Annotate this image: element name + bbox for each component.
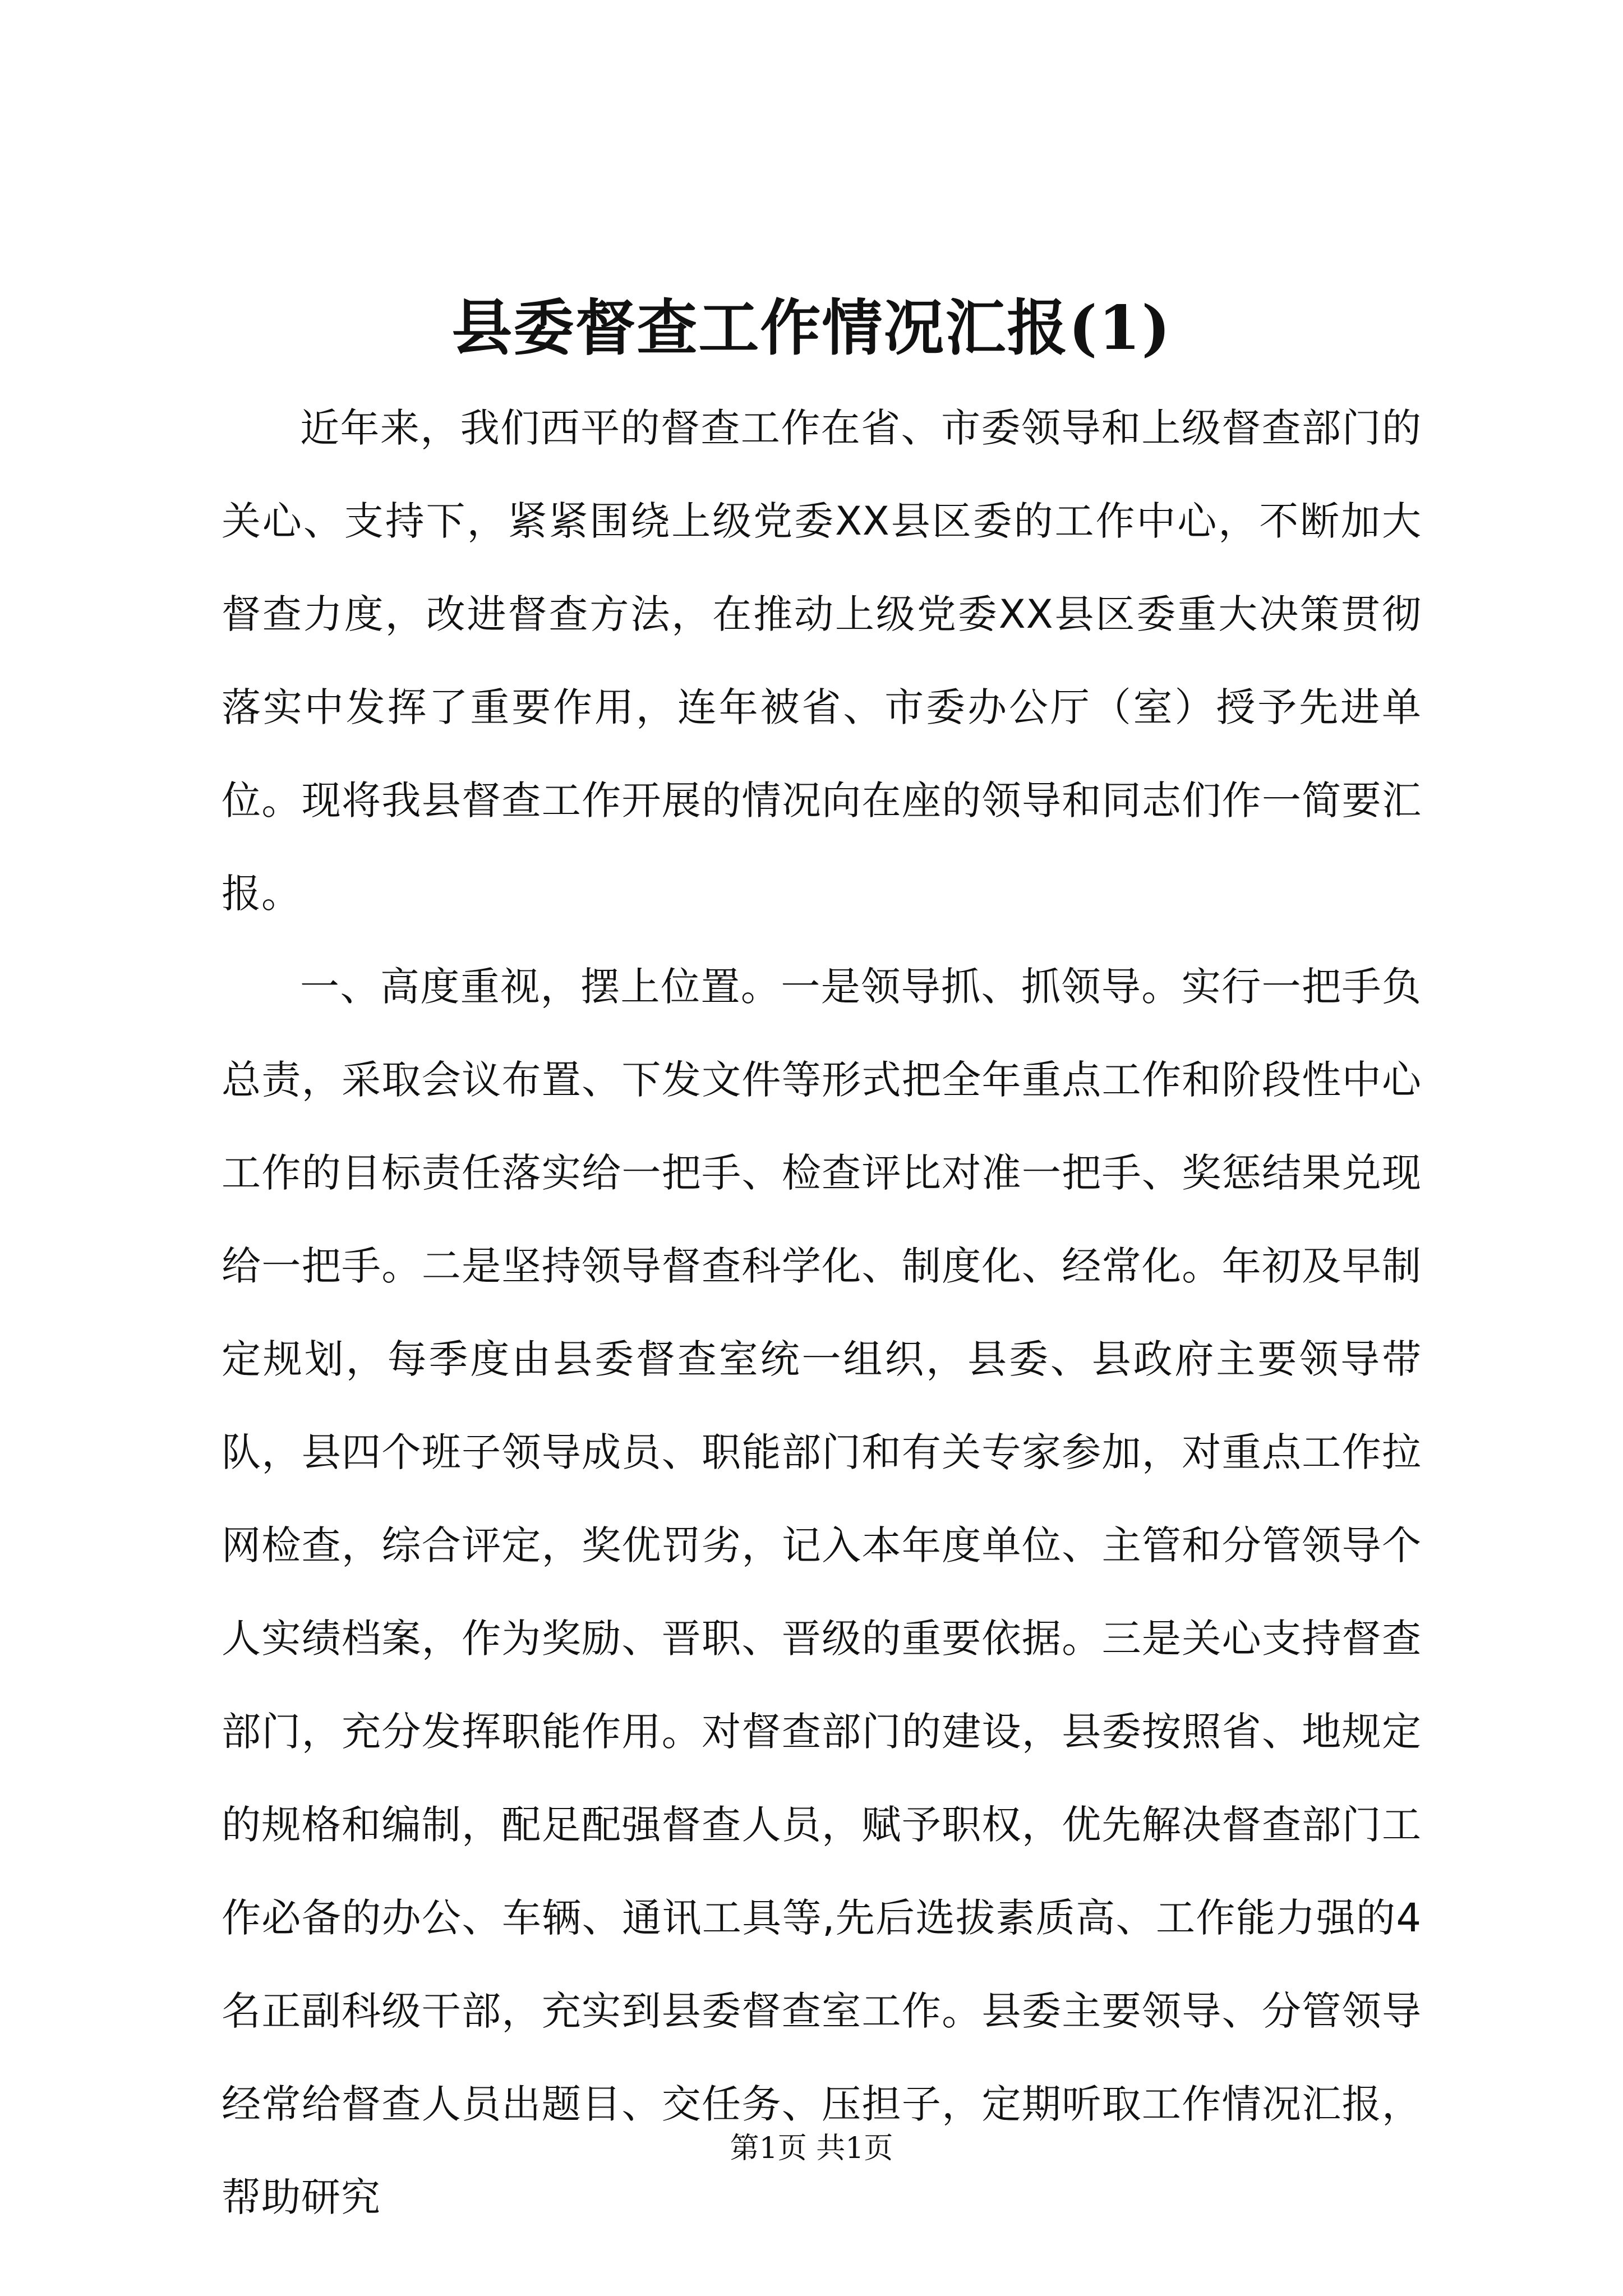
document-title: 县委督查工作情况汇报(1) (451, 293, 1172, 364)
paragraph-intro: 近年来，我们西平的督查工作在省、市委领导和上级督查部门的关心、支持下，紧紧围绕上级党委XX县区委的工作中心，不断加大督查力度，改进督查方法，在推动上级党委XX县区委重大决策贯彻落实中发挥了重要作用，连年被省、市委办公厅（室）授予先进单位。现将我县督查工作开展的情况向在座的领导和同志们作一简要汇报。 (222, 405, 1422, 917)
paragraph-section-one: 一、高度重视，摆上位置。一是领导抓、抓领导。实行一把手负总责，采取会议布置、下发文件等形式把全年重点工作和阶段性中心工作的目标责任落实给一把手、检查评比对准一把手、奖惩结果兑现给一把手。二是坚持领导督查科学化、制度化、经常化。年初及早制定规划，每季度由县委督查室统一组织，县委、县政府主要领导带队，县四个班子领导成员、职能部门和有关专家参加，对重点工作拉网检查，综合评定，奖优罚劣，记入本年度单位、主管和分管领导个人实绩档案，作为奖励、晋职、晋级的重要依据。三是关心支持督查部门，充分发挥职能作用。对督查部门的建设，县委按照省、地规定的规格和编制，配足配强督查人员，赋予职权，优先解决督查部门工作必备的办公、车辆、通讯工具等,先后选拔素质高、工作能力强的4名正副科级干部，充实到县委督查室工作。县委主要领导、分管领导经常给督查人员出题目、交任务、压担子，定期听取工作情况汇报，帮助研究 (222, 964, 1422, 2220)
document-body (222, 381, 1422, 2244)
page-footer: 第1页 共1页 (730, 2132, 893, 2165)
